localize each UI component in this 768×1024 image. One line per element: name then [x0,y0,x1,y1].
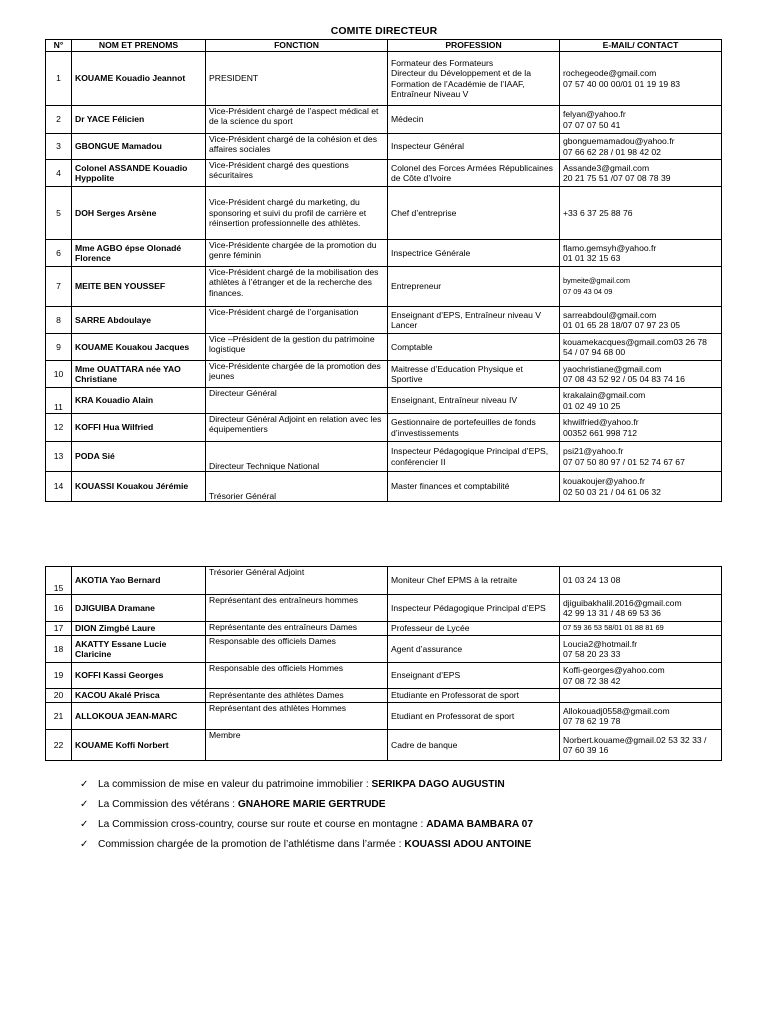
member-number: 10 [46,361,72,388]
header-number: N° [46,40,72,52]
member-function: Vice-Présidente chargée de la promotion du genre féminin [206,240,388,267]
member-contact: 07 59 36 53 58/01 01 88 81 69 [560,622,722,636]
member-profession: Inspecteur Général [388,134,560,160]
member-number: 13 [46,442,72,472]
header-function: FONCTION [206,40,388,52]
member-name: DJIGUIBA Dramane [72,595,206,622]
table-row [46,160,722,187]
commission-item [80,815,740,835]
member-function: Représentante des entraîneurs Dames [206,622,388,636]
member-function: Trésorier Général [206,472,388,502]
member-name: MEITE BEN YOUSSEF [72,267,206,307]
member-number: 15 [46,567,72,595]
member-profession: Inspectrice Générale [388,240,560,267]
table-row [46,730,722,761]
member-contact: rochegeode@gmail.com 07 57 40 00 00/01 01 19 19 83 [560,52,722,106]
commissions-list [80,775,740,855]
member-number: 7 [46,267,72,307]
member-name: KRA Kouadio Alain [72,388,206,414]
table-row [46,414,722,442]
member-profession: Formateur des Formateurs Directeur du Développement et de la Formation de l’Académie de l’IAAF, Entraîneur Niveau V [388,52,560,106]
table-row [46,52,722,106]
check-mark-icon: ✓ [80,799,89,810]
table-row [46,689,722,703]
member-profession: Enseignant d’EPS [388,663,560,689]
commission-label: Commission chargée de la promotion de l’athlétisme dans l’armée : [98,839,405,850]
table-row [46,240,722,267]
member-contact: krakalain@gmail.com 01 02 49 10 25 [560,388,722,414]
member-profession: Enseignant d’EPS, Entraîneur niveau V Lancer [388,307,560,334]
member-contact: kouamekacques@gmail.com03 26 78 54 / 07 94 68 00 [560,334,722,361]
member-number: 5 [46,187,72,240]
member-number: 22 [46,730,72,761]
commission-chair-name: KOUASSI ADOU ANTOINE [404,839,532,850]
member-name: KOFFI Hua Wilfried [72,414,206,442]
member-name: KOUAME Kouadio Jeannot [72,52,206,106]
member-contact: kouakoujer@yahoo.fr 02 50 03 21 / 04 61 06 32 [560,472,722,502]
commission-item [80,775,740,795]
member-profession: Chef d’entreprise [388,187,560,240]
member-function: PRESIDENT [206,52,388,106]
member-number: 12 [46,414,72,442]
table-row [46,388,722,414]
commission-label: La Commission des vétérans : [98,799,238,810]
member-contact: yaochristiane@gmail.com 07 08 43 52 92 / 05 04 83 74 16 [560,361,722,388]
member-contact: Assande3@gmail.com 20 21 75 51 /07 07 08 78 39 [560,160,722,187]
member-contact [560,689,722,703]
member-profession: Médecin [388,106,560,134]
member-profession: Inspecteur Pédagogique Principal d’EPS, conférencier II [388,442,560,472]
table-row [46,567,722,595]
member-function: Représentante des athlètes Dames [206,689,388,703]
table-row [46,267,722,307]
member-contact: psi21@yahoo.fr 07 07 50 80 97 / 01 52 74 67 67 [560,442,722,472]
committee-table-2 [45,566,722,761]
table-row [46,106,722,134]
member-number: 14 [46,472,72,502]
member-name: Mme OUATTARA née YAO Christiane [72,361,206,388]
member-name: ALLOKOUA JEAN-MARC [72,703,206,730]
check-mark-icon: ✓ [80,819,89,830]
member-function: Responsable des officiels Dames [206,636,388,663]
member-number: 21 [46,703,72,730]
table-row [46,361,722,388]
member-name: AKOTIA Yao Bernard [72,567,206,595]
member-name: KACOU Akalé Prisca [72,689,206,703]
member-function: Responsable des officiels Hommes [206,663,388,689]
member-contact: gbonguemamadou@yahoo.fr 07 66 62 28 / 01 98 42 02 [560,134,722,160]
member-contact: khwilfried@yahoo.fr 00352 661 998 712 [560,414,722,442]
commission-item [80,835,740,855]
member-name: Colonel ASSANDE Kouadio Hyppolite [72,160,206,187]
member-profession: Etudiante en Professorat de sport [388,689,560,703]
member-function: Directeur Technique National [206,442,388,472]
member-number: 9 [46,334,72,361]
member-profession: Maitresse d’Education Physique et Sportive [388,361,560,388]
member-function: Membre [206,730,388,761]
member-function: Vice-Président chargé de la cohésion et des affaires sociales [206,134,388,160]
member-profession: Colonel des Forces Armées Républicaines de Côte d’Ivoire [388,160,560,187]
header-profession: PROFESSION [388,40,560,52]
member-number: 4 [46,160,72,187]
member-number: 1 [46,52,72,106]
member-name: KOUASSI Kouakou Jérémie [72,472,206,502]
member-profession: Gestionnaire de portefeuilles de fonds d’investissements [388,414,560,442]
member-name: PODA Sié [72,442,206,472]
table-row [46,663,722,689]
member-profession: Etudiant en Professorat de sport [388,703,560,730]
member-profession: Master finances et comptabilité [388,472,560,502]
member-name: DION Zimgbé Laure [72,622,206,636]
member-function: Représentant des athlètes Hommes [206,703,388,730]
commission-item [80,795,740,815]
check-mark-icon: ✓ [80,839,89,850]
member-function: Vice-Président chargé du marketing, du sponsoring et suivi du profil de carrière et réinsertion professionnelle des athlètes. [206,187,388,240]
member-function: Vice-Président chargé de la mobilisation des athlètes à l’étranger et de la recherche des finances. [206,267,388,307]
table-row [46,334,722,361]
member-profession: Comptable [388,334,560,361]
member-number: 18 [46,636,72,663]
member-function: Représentant des entraîneurs hommes [206,595,388,622]
member-profession: Moniteur Chef EPMS à la retraite [388,567,560,595]
member-contact: Norbert.kouame@gmail.02 53 32 33 / 07 60 39 16 [560,730,722,761]
member-contact: Loucia2@hotmail.fr 07 58 20 23 33 [560,636,722,663]
member-number: 20 [46,689,72,703]
member-function: Vice-Présidente chargée de la promotion des jeunes [206,361,388,388]
member-contact: 01 03 24 13 08 [560,567,722,595]
member-profession: Cadre de banque [388,730,560,761]
member-name: DOH Serges Arsène [72,187,206,240]
member-function: Vice –Président de la gestion du patrimoine logistique [206,334,388,361]
member-profession: Entrepreneur [388,267,560,307]
document-title: COMITE DIRECTEUR [330,25,438,37]
member-number: 8 [46,307,72,334]
table-row [46,595,722,622]
member-profession: Inspecteur Pédagogique Principal d’EPS [388,595,560,622]
member-function: Directeur Général Adjoint en relation avec les équipementiers [206,414,388,442]
committee-table-1 [45,39,722,502]
table-row [46,442,722,472]
table-row [46,307,722,334]
table-row [46,636,722,663]
table-row [46,187,722,240]
member-contact: flamo.gemsyh@yahoo.fr 01 01 32 15 63 [560,240,722,267]
member-number: 16 [46,595,72,622]
member-name: KOUAME Koffi Norbert [72,730,206,761]
member-number: 3 [46,134,72,160]
commission-chair-name: GNAHORE MARIE GERTRUDE [237,799,386,810]
member-name: KOFFI Kassi Georges [72,663,206,689]
member-contact: bymeite@gmail.com 07 09 43 04 09 [560,267,722,307]
member-contact: djiguibakhalil.2016@gmail.com 42 99 13 31 / 48 69 53 36 [560,595,722,622]
member-name: Mme AGBO épse Olonadé Florence [72,240,206,267]
member-function: Vice-Président chargé de l’organisation [206,307,388,334]
member-number: 19 [46,663,72,689]
member-function: Directeur Général [206,388,388,414]
member-profession: Enseignant, Entraîneur niveau IV [388,388,560,414]
member-contact: sarreabdoul@gmail.com 01 01 65 28 18/07 07 97 23 05 [560,307,722,334]
check-mark-icon: ✓ [80,779,89,790]
header-contact: E-MAIL/ CONTACT [560,40,722,52]
member-number: 6 [46,240,72,267]
commission-chair-name: SERIKPA DAGO AUGUSTIN [371,779,505,790]
member-contact: felyan@yahoo.fr 07 07 07 50 41 [560,106,722,134]
member-contact: +33 6 37 25 88 76 [560,187,722,240]
table-header-row [46,40,722,52]
table-row [46,703,722,730]
member-contact: Allokouadj0558@gmail.com 07 78 62 19 78 [560,703,722,730]
member-profession: Agent d’assurance [388,636,560,663]
member-number: 2 [46,106,72,134]
commission-chair-name: ADAMA BAMBARA 07 [426,819,533,830]
header-name: NOM ET PRENOMS [72,40,206,52]
table-row [46,472,722,502]
member-profession: Professeur de Lycée [388,622,560,636]
member-name: AKATTY Essane Lucie Claricine [72,636,206,663]
member-contact: Koffi-georges@yahoo.com 07 08 72 38 42 [560,663,722,689]
member-function: Vice-Président chargé de l’aspect médical et de la science du sport [206,106,388,134]
member-number: 11 [46,388,72,414]
member-name: GBONGUE Mamadou [72,134,206,160]
member-name: SARRE Abdoulaye [72,307,206,334]
member-function: Vice-Président chargé des questions sécuritaires [206,160,388,187]
member-name: KOUAME Kouakou Jacques [72,334,206,361]
member-number: 17 [46,622,72,636]
commission-label: La Commission cross-country, course sur route et course en montagne : [98,819,427,830]
member-name: Dr YACE Félicien [72,106,206,134]
member-function: Trésorier Général Adjoint [206,567,388,595]
commission-label: La commission de mise en valeur du patrimoine immobilier : [98,779,372,790]
table-row [46,622,722,636]
table-row [46,134,722,160]
